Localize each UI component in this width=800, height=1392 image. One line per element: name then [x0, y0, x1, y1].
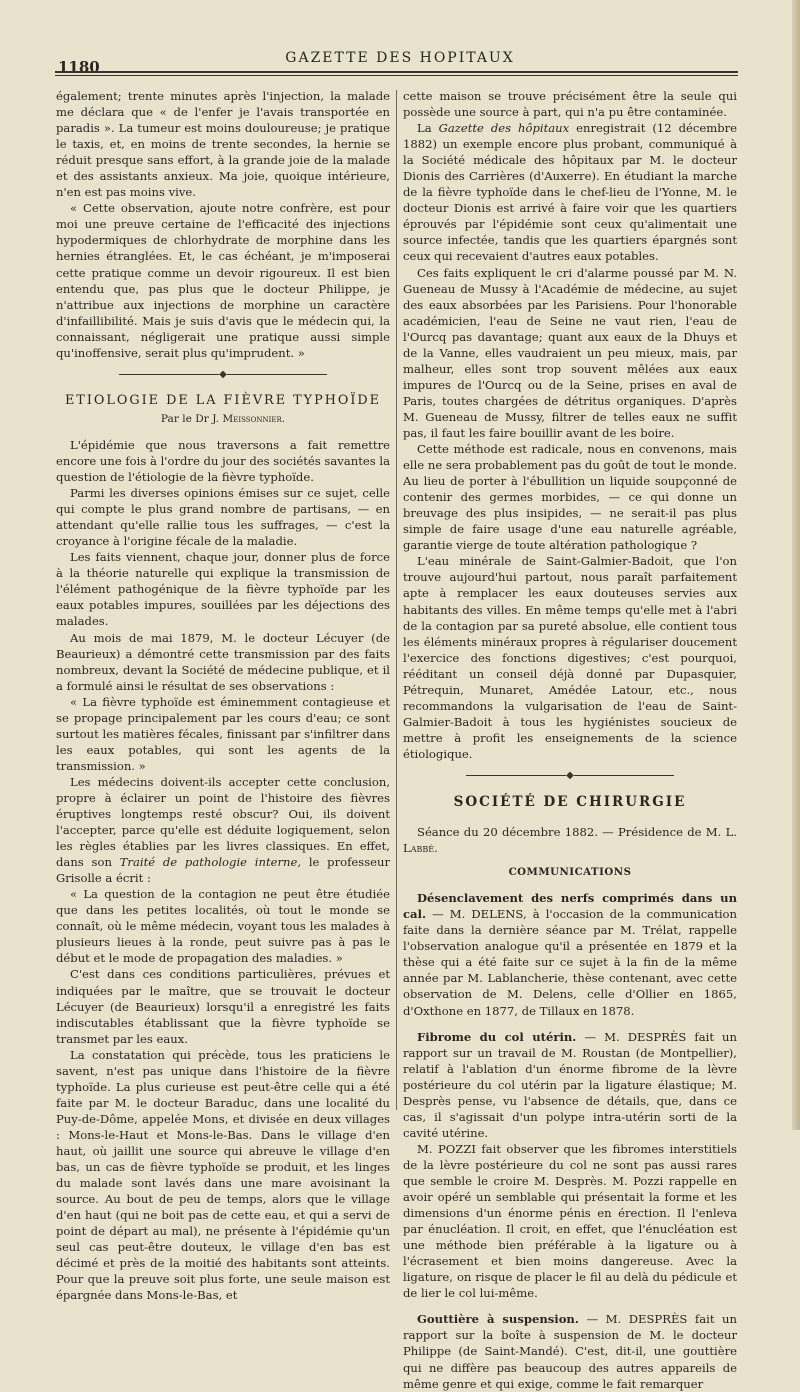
right-column: [403, 88, 737, 1392]
paragraph: La constatation qui précède, tous les praticiens le savent, n'est pas unique dans l'histoire de la fièvre typhoïde. La plus curieuse est peut-être celle qui a été faite par M. le docteur Baraduc, dans une localité du Puy-de-Dôme, appelée Mons, et divisée en deux villages : Mons-le-Haut et Mons-le-Bas. Dans le village d'en haut, où jaillit une source qui abreuve le village d'en bas, un cas de fièvre typhoïde se produit, et les linges du malade sont lavés dans une mare avoisinant la source. Au bout de peu de temps, alors que le village d'en haut (qui ne boit pas de cette eau, et qui a servi de point de départ au mal), ne présente à l'épidémie qu'un seul cas peut-être douteux, le village d'en bas est décimé et près de la moitié des habitants sont atteints. Pour que la preuve soit plus forte, une seule maison est épargnée dans Mons-le-Bas, et: [56, 1047, 390, 1303]
paragraph: Parmi les diverses opinions émises sur ce sujet, celle qui compte le plus grand nombre de partisans, — en attendant qu'elle rallie tous les suffrages, — c'est la croyance à l'origine fécale de la maladie.: [56, 486, 390, 549]
item-author: M. DESPRÈS: [604, 1029, 687, 1044]
text: à l'occasion de la communication faite dans la dernière séance par M. Trélat, rappelle l'observation analogue qu'il a présentée en 1879 et la thèse qui a été faite sur ce sujet à la fin de la même année par M. Lablancherie, thèse contenant, avec cette observation de M. Delens, celle d'Ollier en 1865, d'Oxthone en 1877, de Tillaux en 1878.: [403, 907, 738, 1018]
text: fait un rapport sur un travail de M. Roustan (de Montpellier), relatif à l'ablation d'un énorme fibrome de la lèvre postérieure du col utérin par la ligature élastique; M. Desprès pense, vu l'absence de détails, que, dans ce cas, il s'agissait d'un polype intra-utérin sorti de la cavité utérine.: [403, 1029, 737, 1140]
journal-reference: Gazette des hôpitaux: [438, 121, 570, 136]
page-edge: [792, 0, 800, 1130]
quotation: « La fièvre typhoïde est éminemment contagieuse et se propage principalement par les cours d'eau; ce sont surtout les matières fécales, finissant par s'infiltrer dans les eaux potables, qui sont les agents de la transmission. »: [56, 694, 390, 773]
paragraph: [403, 120, 737, 264]
paragraph: [403, 1141, 737, 1301]
journal-title: GAZETTE DES HOPITAUX: [285, 50, 515, 66]
byline-prefix: Par le Dr J.: [160, 412, 220, 425]
section-separator: ◆: [56, 367, 390, 383]
article-byline: [56, 411, 390, 427]
text: Séance du 20 décembre 1882. — Présidence de M. L.: [417, 825, 737, 840]
paragraph: « Cette observation, ajoute notre confrère, est pour moi une preuve certaine de l'efficacité des injections hypodermiques de chlorhydrate de morphine dans les hernies étranglées. Et, le cas échéant, je m'imposerai cette pratique comme un devoir rigoureux. Il est bien entendu que, pas plus que le docteur Philippe, je n'attribue aux injections de morphine un caractère d'infaillibilité. Mais je suis d'avis que le médecin qui, la connaissant, négligerait une pratique aussi simple qu'inoffensive, serait plus qu'imprudent. »: [56, 201, 390, 360]
session-line: [403, 824, 737, 856]
section-title: SOCIÉTÉ DE CHIRURGIE: [453, 794, 687, 811]
text: La: [417, 121, 432, 136]
book-title: Traité de pathologie interne,: [119, 855, 302, 870]
quotation: « La question de la contagion ne peut être étudiée que dans les petites localités, où tout le monde se connaît, où le même médecin, voyant tous les malades à plusieurs lieues à la ronde, peut suivre pas à pas le début et le mode de propagation des maladies. »: [56, 887, 390, 966]
item-author: M. DESPRÈS: [605, 1312, 688, 1327]
column-divider: [396, 90, 397, 1110]
paragraph: Cette méthode est radicale, nous en convenons, mais elle ne sera probablement pas du goût de tout le monde. Au lieu de porter à l'ébullition un liquide soupçonné de contenir des germes morbides, — ce qui donne un breuvage des plus insipides, — ne serait-il pas plus simple de faire usage d'une eau naturelle agréable, garantie vierge de toute altération pathologique ?: [403, 442, 737, 553]
paragraph: cette maison se trouve précisément être la seule qui possède une source à part, qui n'a pu être contaminée.: [403, 89, 737, 120]
section-separator: ◆: [403, 768, 737, 784]
item-title: Désenclavement des nerfs comprimés dans un cal.: [403, 891, 737, 922]
header-rule-thin: [55, 75, 738, 76]
item-author: M. POZZI: [417, 1141, 476, 1156]
paragraph: L'eau minérale de Saint-Galmier-Badoit, que l'on trouve aujourd'hui partout, nous paraît parfaitement apte à remplacer les eaux douteuses servies aux habitants des villes. En même temps qu'elle met à l'abri de la contagion par sa pureté absolue, elle contient tous les éléments minéraux propres à régulariser doucement l'exercice des fonctions digestives; c'est pourquoi, rééditant un conseil déjà donné par Dupasquier, Pétrequin, Munaret, Amédée Latour, etc., nous recommandons la vulgarisation de l'eau de Saint-Galmier-Badoit à tous les hygiénistes soucieux de mettre à profit les enseignements de la science étiologique.: [403, 554, 737, 761]
communication-item: Gouttière à suspension. — M. DESPRÈS fait un rapport sur la boîte à suspension de M. le docteur Philippe (de Saint-Mandé). C'est, dit-il, une gouttière qui ne diffère pas beaucoup des autres appareils de même genre et qui exige, comme le fait remarquer: [403, 1312, 737, 1391]
text: le professeur Grisolle a écrit :: [56, 855, 391, 886]
item-title: Gouttière à suspension.: [417, 1312, 579, 1327]
text: fait un rapport sur la boîte à suspension de M. le docteur Philippe (de Saint-Mandé). C'est, dit-il, une gouttière qui ne diffère pas beaucoup des autres appareils de même genre et qui exige, comme le fait remarquer: [403, 1312, 737, 1391]
paragraph: C'est dans ces conditions particulières, prévues et indiquées par le maître, que se trouvait le docteur Lécuyer (de Beaurieux) lorsqu'il a enregistré les faits indiscutables établissant que la fièvre typhoïde se transmet par les eaux.: [56, 967, 390, 1046]
left-column: [56, 88, 390, 1303]
item-title: Fibrome du col utérin.: [417, 1029, 577, 1044]
paragraph: L'épidémie que nous traversons a fait remettre encore une fois à l'ordre du jour des sociétés savantes la question de l'étiologie de la fièvre typhoïde.: [56, 437, 390, 485]
byline-author: Meissonnier.: [222, 412, 286, 425]
paragraph: Au mois de mai 1879, M. le docteur Lécuyer (de Beaurieux) a démontré cette transmission par des faits nombreux, devant la Société de médecine publique, et il a formulé ainsi le résultat de ses observations :: [56, 630, 390, 693]
paragraph: [56, 774, 390, 886]
page-number: 1180: [58, 58, 100, 76]
text: Les médecins doivent-ils accepter cette conclusion, propre à éclairer un point de l'histoire des fièvres éruptives longtemps resté obscur? Oui, ils doivent l'accepter, parce qu'elle est déduite logiquement, selon les règles établies par les livres classiques. En effet, dans son: [56, 774, 390, 870]
header-rule-thick: [55, 71, 738, 73]
communication-item: Désenclavement des nerfs comprimés dans un cal. — M. DELENS, à l'occasion de la communication faite dans la dernière séance par M. Trélat, rappelle l'observation analogue qu'il a présentée en 1879 et la thèse qui a été faite sur ce sujet à la fin de la même année par M. Lablancherie, thèse contenant, avec cette observation de M. Delens, celle d'Ollier en 1865, d'Oxthone en 1877, de Tillaux en 1878.: [403, 891, 738, 1018]
article-title: ETIOLOGIE DE LA FIÈVRE TYPHOÏDE: [64, 392, 382, 408]
communication-item: Fibrome du col utérin. — M. DESPRÈS fait un rapport sur un travail de M. Roustan (de Montpellier), relatif à l'ablation d'un énorme fibrome de la lèvre postérieure du col utérin par la ligature élastique; M. Desprès pense, vu l'absence de détails, que, dans ce cas, il s'agissait d'un polype intra-utérin sorti de la cavité utérine.: [403, 1029, 737, 1140]
text: enregistrait (12 décembre 1882) un exemple encore plus probant, communiqué à la Société médicale des hôpitaux par M. le docteur Dionis des Carrières (d'Auxerre). En étudiant la marche de la fièvre typhoïde dans le chef-lieu de l'Yonne, M. le docteur Dionis est arrivé à faire voir que les quartiers éprouvés par l'épidémie sont ceux qu'alimentait une source infectée, tandis que les quartiers épargnés sont ceux qui recevaient d'autres eaux potables.: [403, 121, 738, 264]
paragraph: également; trente minutes après l'injection, la malade me déclara que « de l'enfer je l'avais transportée en paradis ». La tumeur est moins douloureuse; je pratique le taxis, et, en moins de trente secondes, la hernie se réduit presque sans effort, à la grande joie de la malade et des assistants anxieux. Ma joie, quoique intérieure, n'en est pas moins vive.: [56, 89, 390, 200]
communications-heading: COMMUNICATIONS: [508, 866, 632, 879]
paragraph: Ces faits expliquent le cri d'alarme poussé par M. N. Gueneau de Mussy à l'Académie de médecine, au sujet des eaux absorbées par les Parisiens. Pour l'honorable académicien, l'eau de Seine ne vaut rien, l'eau de l'Ourcq pas davantage; quant aux eaux de la Dhuys et de la Vanne, elles vaudraient un peu mieux, mais, par malheur, elles sont trop souvent mêlées aux eaux impures de l'Ourcq ou de la Seine, prises en aval de Paris, toutes chargées de détritus organiques. D'après M. Gueneau de Mussy, filtrer de telles eaux ne suffit pas, il faut les faire bouillir avant de les boire.: [403, 265, 737, 440]
text: fait observer que les fibromes interstitiels de la lèvre postérieure du col ne sont pas aussi rares que semble le croire M. Desprès. M. Pozzi rappelle en avoir opéré un semblable qui présentait la forme et les dimensions d'un énorme pénis en érection. Il l'enleva par énucléation. Il croit, en effet, que l'énucléation est une méthode bien préférable à la ligature ou à l'écrasement et bien moins dangereuse. Avec la ligature, on risque de placer le fil au delà du pédicule et de lier le col lui-même.: [403, 1141, 737, 1301]
item-author: M. DELENS,: [449, 907, 527, 922]
president-name: Labbé.: [403, 841, 438, 856]
paragraph: Les faits viennent, chaque jour, donner plus de force à la théorie naturelle qui explique la transmission de l'élément pathogénique de la fièvre typhoïde par les eaux potables impures, souillées par les déjections des malades.: [56, 550, 390, 629]
